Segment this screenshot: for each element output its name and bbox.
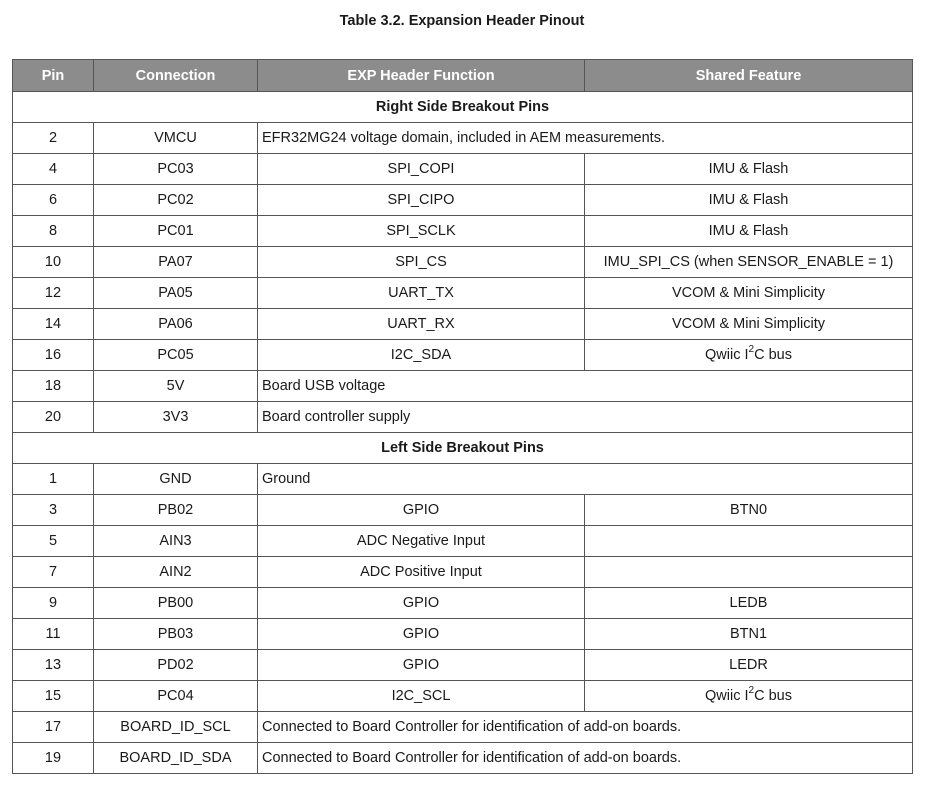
section-title: Left Side Breakout Pins bbox=[13, 433, 913, 464]
connection-cell: PC03 bbox=[94, 154, 258, 185]
table-row bbox=[13, 340, 913, 371]
shared-feature-cell: IMU & Flash bbox=[585, 185, 913, 216]
pinout-table bbox=[12, 59, 913, 774]
section-row bbox=[13, 92, 913, 123]
table-row bbox=[13, 185, 913, 216]
header-shared-feature: Shared Feature bbox=[585, 60, 913, 92]
function-cell: UART_RX bbox=[258, 309, 585, 340]
connection-cell: PB00 bbox=[94, 588, 258, 619]
shared-feature-text: Qwiic $I^2C$ bus bbox=[705, 685, 792, 704]
shared-feature-text: Qwiic $I^2C$ bus bbox=[705, 344, 792, 363]
pin-cell: 5 bbox=[13, 526, 94, 557]
pin-cell: 16 bbox=[13, 340, 94, 371]
shared-feature-cell: IMU & Flash bbox=[585, 154, 913, 185]
shared-feature-cell: IMU & Flash bbox=[585, 216, 913, 247]
pin-cell: 7 bbox=[13, 557, 94, 588]
function-cell: I2C_SDA bbox=[258, 340, 585, 371]
table-row bbox=[13, 216, 913, 247]
table-row bbox=[13, 650, 913, 681]
shared-feature-cell: VCOM & Mini Simplicity bbox=[585, 278, 913, 309]
connection-cell: PD02 bbox=[94, 650, 258, 681]
pin-cell: 8 bbox=[13, 216, 94, 247]
table-row bbox=[13, 464, 913, 495]
connection-cell: PC05 bbox=[94, 340, 258, 371]
header-pin: Pin bbox=[13, 60, 94, 92]
connection-cell: PC04 bbox=[94, 681, 258, 712]
function-cell: Board USB voltage bbox=[258, 371, 913, 402]
table-row bbox=[13, 123, 913, 154]
pin-cell: 6 bbox=[13, 185, 94, 216]
table-row bbox=[13, 402, 913, 433]
pin-cell: 3 bbox=[13, 495, 94, 526]
function-cell: SPI_COPI bbox=[258, 154, 585, 185]
pin-cell: 19 bbox=[13, 743, 94, 774]
function-cell: Ground bbox=[258, 464, 913, 495]
connection-cell: PB02 bbox=[94, 495, 258, 526]
connection-cell: 3V3 bbox=[94, 402, 258, 433]
table-row bbox=[13, 371, 913, 402]
pin-cell: 1 bbox=[13, 464, 94, 495]
function-cell: Board controller supply bbox=[258, 402, 913, 433]
function-cell: I2C_SCL bbox=[258, 681, 585, 712]
pin-cell: 18 bbox=[13, 371, 94, 402]
pin-cell: 17 bbox=[13, 712, 94, 743]
shared-feature-cell bbox=[585, 557, 913, 588]
header-exp-function: EXP Header Function bbox=[258, 60, 585, 92]
function-cell: EFR32MG24 voltage domain, included in AEM measurements. bbox=[258, 123, 913, 154]
connection-cell: GND bbox=[94, 464, 258, 495]
connection-cell: AIN2 bbox=[94, 557, 258, 588]
table-row bbox=[13, 154, 913, 185]
pin-cell: 15 bbox=[13, 681, 94, 712]
header-connection: Connection bbox=[94, 60, 258, 92]
connection-cell: PA07 bbox=[94, 247, 258, 278]
function-cell: Connected to Board Controller for identification of add-on boards. bbox=[258, 712, 913, 743]
shared-feature-cell: VCOM & Mini Simplicity bbox=[585, 309, 913, 340]
table-row bbox=[13, 557, 913, 588]
table-row bbox=[13, 619, 913, 650]
function-cell: SPI_CS bbox=[258, 247, 585, 278]
connection-cell: 5V bbox=[94, 371, 258, 402]
pin-cell: 13 bbox=[13, 650, 94, 681]
section-row bbox=[13, 433, 913, 464]
header-row bbox=[13, 60, 913, 92]
connection-cell: PC01 bbox=[94, 216, 258, 247]
shared-feature-cell: IMU_SPI_CS (when SENSOR_ENABLE = 1) bbox=[585, 247, 913, 278]
table-body bbox=[13, 92, 913, 774]
function-cell: GPIO bbox=[258, 619, 585, 650]
function-cell: GPIO bbox=[258, 650, 585, 681]
pin-cell: 12 bbox=[13, 278, 94, 309]
table-row bbox=[13, 278, 913, 309]
shared-feature-cell bbox=[585, 526, 913, 557]
function-cell: SPI_CIPO bbox=[258, 185, 585, 216]
shared-feature-cell: BTN1 bbox=[585, 619, 913, 650]
connection-cell: BOARD_ID_SDA bbox=[94, 743, 258, 774]
shared-feature-cell bbox=[585, 681, 913, 712]
function-cell: UART_TX bbox=[258, 278, 585, 309]
connection-cell: PC02 bbox=[94, 185, 258, 216]
pin-cell: 10 bbox=[13, 247, 94, 278]
table-row bbox=[13, 247, 913, 278]
pin-cell: 2 bbox=[13, 123, 94, 154]
pin-cell: 9 bbox=[13, 588, 94, 619]
table-row bbox=[13, 526, 913, 557]
connection-cell: AIN3 bbox=[94, 526, 258, 557]
connection-cell: PA05 bbox=[94, 278, 258, 309]
shared-feature-cell: LEDR bbox=[585, 650, 913, 681]
shared-feature-cell: LEDB bbox=[585, 588, 913, 619]
section-title: Right Side Breakout Pins bbox=[13, 92, 913, 123]
connection-cell: BOARD_ID_SCL bbox=[94, 712, 258, 743]
table-row bbox=[13, 712, 913, 743]
table-row bbox=[13, 588, 913, 619]
shared-feature-cell: BTN0 bbox=[585, 495, 913, 526]
function-cell: SPI_SCLK bbox=[258, 216, 585, 247]
connection-cell: PB03 bbox=[94, 619, 258, 650]
connection-cell: VMCU bbox=[94, 123, 258, 154]
function-cell: ADC Positive Input bbox=[258, 557, 585, 588]
connection-cell: PA06 bbox=[94, 309, 258, 340]
function-cell: Connected to Board Controller for identification of add-on boards. bbox=[258, 743, 913, 774]
pin-cell: 4 bbox=[13, 154, 94, 185]
table-caption: Table 3.2. Expansion Header Pinout bbox=[339, 13, 585, 29]
table-row bbox=[13, 495, 913, 526]
pin-cell: 14 bbox=[13, 309, 94, 340]
function-cell: GPIO bbox=[258, 495, 585, 526]
function-cell: GPIO bbox=[258, 588, 585, 619]
pin-cell: 20 bbox=[13, 402, 94, 433]
table-row bbox=[13, 309, 913, 340]
function-cell: ADC Negative Input bbox=[258, 526, 585, 557]
pin-cell: 11 bbox=[13, 619, 94, 650]
shared-feature-cell bbox=[585, 340, 913, 371]
table-row bbox=[13, 743, 913, 774]
table-row bbox=[13, 681, 913, 712]
